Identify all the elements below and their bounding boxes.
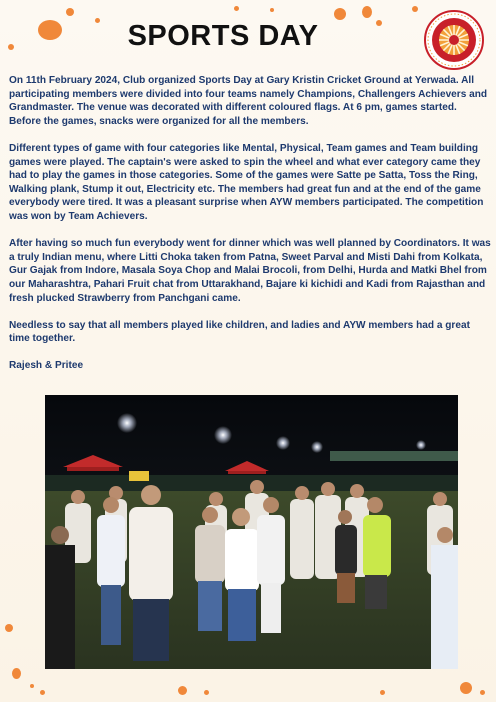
splatter-dot [178, 686, 187, 695]
article-paragraph: Different types of game with four categories like Mental, Physical, Team games and Team building games were played. The captain's were asked to spin the wheel and what ever category came they had to play the games in those categories. Some of the games were Satte pe Satta, Toss the Ring, Walking plank, Stump it out, Electricity etc. The members had great fun and at the end of the game everybody were tired. It was a pleasant surprise when AYW members participated. The competition was won by Team Achievers. [9, 142, 484, 222]
page-title: SPORTS DAY [127, 20, 319, 52]
splatter-dot [234, 6, 239, 11]
splatter-dot [480, 690, 485, 695]
splatter-dot [5, 624, 13, 632]
article-body [9, 74, 491, 387]
article-paragraph: On 11th February 2024, Club organized Sports Day at Gary Kristin Cricket Ground at Yerwada. All participating members were divided into four teams namely Champions, Challengers Achievers and Grandmaster. The venue was decorated with different coloured flags. At 6 pm, games started. Before the games, snacks were organized for all the members. [9, 75, 488, 127]
article-paragraph: After having so much fun everybody went for dinner which was well planned by Coordinators. It was a truly Indian menu, where Litti Choka taken from Patna, Sweet Parval and Misti Dahi from Kolkata, Gur Gajak from Indore, Masala Soya Chop and Malai Brocoli, from Delhi, Hurda and Matki Bhel from our Maharashtra, Pahari Fruit chat from Uttarakhand, Bajare ki kichidi and Kadi from Rajasthan and fresh plucked Strawberry from Panchgani came. [9, 238, 491, 304]
splatter-dot [380, 690, 385, 695]
splatter-dot [30, 684, 34, 688]
splatter-dot [460, 682, 472, 694]
splatter-dot [12, 668, 21, 679]
splatter-dot [362, 6, 372, 18]
splatter-dot [40, 690, 45, 695]
event-photo [45, 395, 458, 669]
article-paragraph: Needless to say that all members played like children, and ladies and AYW members had a great time together. [9, 319, 470, 345]
author-signature: Rajesh & Pritee [9, 360, 84, 372]
splatter-dot [204, 690, 209, 695]
splatter-dot [270, 8, 274, 12]
splatter-dot [334, 8, 346, 20]
splatter-dot [66, 8, 74, 16]
splatter-dot [412, 6, 418, 12]
club-logo [424, 10, 484, 70]
